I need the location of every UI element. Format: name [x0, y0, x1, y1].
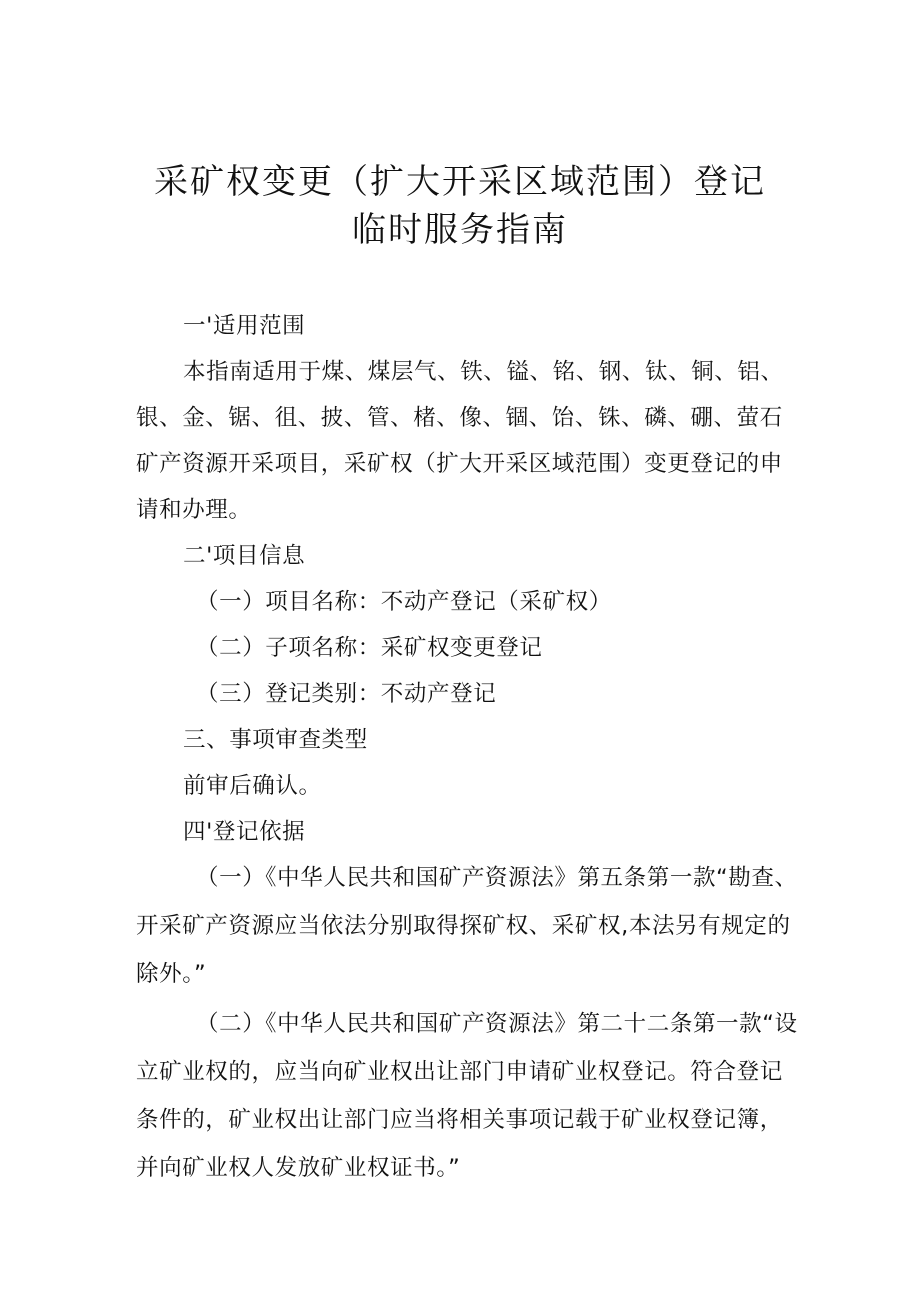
paragraph-line: 并向矿业权人发放矿业权证书。” [136, 1155, 461, 1181]
paragraph-line: 矿产资源开采项目，采矿权（扩大开采区域范围）变更登记的申 [136, 451, 783, 477]
document-title-line1: 采矿权变更（扩大开采区域范围）登记 [154, 162, 766, 202]
list-item: （三）登记类别：不动产登记 [196, 681, 497, 707]
section-heading-scope: 一'适用范围 [183, 313, 306, 339]
paragraph-line: （二）《中华人民共和国矿产资源法》第二十二条第一款“设 [196, 1011, 798, 1037]
section-heading-project-info: 二'项目信息 [183, 543, 306, 569]
paragraph-line: 银、金、锯、徂、披、管、楮、像、锢、饴、铢、磷、硼、萤石 [136, 405, 783, 431]
list-item: （一）项目名称：不动产登记（采矿权） [196, 589, 612, 615]
list-item: （二）子项名称：采矿权变更登记 [196, 635, 543, 661]
document-title-line2: 临时服务指南 [352, 210, 568, 250]
paragraph-line: 条件的，矿业权出让部门应当将相关事项记载于矿业权登记簿， [136, 1107, 783, 1133]
paragraph-line: （一）《中华人民共和国矿产资源法》第五条第一款“勘查、 [196, 865, 798, 891]
paragraph-line: 前审后确认。 [183, 773, 322, 799]
paragraph-line: 立矿业权的，应当向矿业权出让部门申请矿业权登记。符合登记 [136, 1059, 783, 1085]
paragraph-line: 本指南适用于煤、煤层气、铁、镒、铭、钢、钛、铜、铝、 [183, 359, 784, 385]
paragraph-line: 开采矿产资源应当依法分别取得探矿权、采矿权,本法另有规定的 [136, 913, 791, 939]
section-heading-basis: 四'登记依据 [183, 819, 306, 845]
paragraph-line: 请和办理。 [136, 497, 252, 523]
section-heading-review-type: 三、事项审查类型 [183, 727, 368, 753]
paragraph-line: 除外。” [136, 961, 207, 987]
